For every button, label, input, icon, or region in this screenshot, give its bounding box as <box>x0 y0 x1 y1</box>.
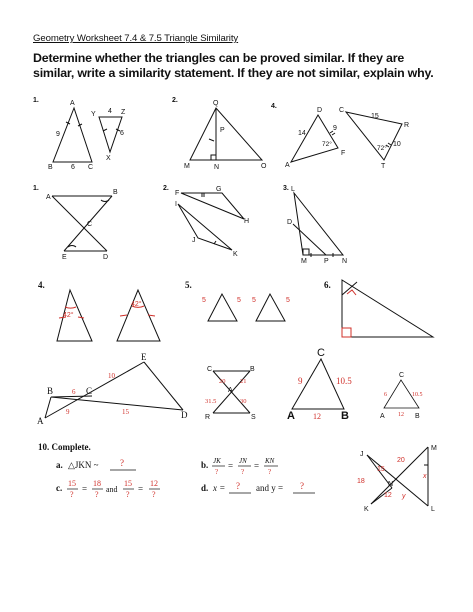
c-f2-den: ? <box>95 490 99 499</box>
label-B3: B <box>113 189 118 196</box>
label-I2: I <box>175 201 177 208</box>
b-f1-num: JK <box>213 457 221 465</box>
problem-10-figure <box>367 447 428 506</box>
problem-4a-number: 4. <box>271 103 277 110</box>
fig-M: M <box>431 445 437 452</box>
side-12: 12 <box>313 412 321 421</box>
label-C2: C <box>339 107 345 114</box>
label-H2: H <box>244 218 250 225</box>
label-M2: M <box>301 258 307 265</box>
label-A5: A <box>228 387 233 394</box>
label-J2: J <box>192 237 196 244</box>
angle-42-right: 42° <box>131 301 142 308</box>
fig-12: 12 <box>384 492 392 499</box>
triangle-lmn <box>294 193 343 255</box>
fig-y: y <box>402 493 406 500</box>
label-T: T <box>381 163 386 170</box>
fig-20: 20 <box>397 457 405 464</box>
label-A: A <box>70 100 75 107</box>
triangle-right-equilateral <box>256 294 285 321</box>
fig-K: K <box>364 506 369 513</box>
side-10-5: 10.5 <box>336 376 352 386</box>
problem-4-number: 4. <box>38 280 45 290</box>
side-10: 10 <box>393 141 401 148</box>
fig-15: 15 <box>377 466 385 473</box>
label-B5: B <box>250 366 255 373</box>
part-a-label: a. <box>56 460 63 470</box>
b-f2-num: JN <box>239 457 247 465</box>
side-21: 21 <box>240 378 247 385</box>
label-M: M <box>184 163 190 170</box>
side-14: 14 <box>298 130 306 137</box>
instructions-line-1: Determine whether the triangles can be proved similar. If they are <box>33 51 405 65</box>
problem-6-figure <box>342 280 433 337</box>
c-f1-num: 15 <box>68 479 76 488</box>
problem-1-figure <box>53 108 122 162</box>
label-L2: L <box>291 186 295 193</box>
label-D4b: D <box>181 410 188 420</box>
label-Z: Z <box>121 109 126 116</box>
side-9d: 9 <box>298 376 303 386</box>
b-f3-den: ? <box>268 468 272 476</box>
fig-x: x <box>423 473 427 480</box>
side-5b: 5 <box>237 297 241 304</box>
side-30: 30 <box>240 398 247 405</box>
side-15: 15 <box>371 113 379 120</box>
d-blank-x: ? <box>236 481 240 491</box>
label-S5: S <box>251 414 256 421</box>
c-f2-num: 18 <box>93 479 101 488</box>
label-small-C: C <box>399 372 405 379</box>
b-f2-den: ? <box>241 468 245 476</box>
part-d-label: d. <box>201 483 209 493</box>
complete-title: 10. Complete. <box>38 442 91 452</box>
side-9c: 9 <box>66 408 70 416</box>
label-A3: A <box>46 194 51 201</box>
label-D: D <box>317 107 323 114</box>
label-P2: P <box>324 258 329 265</box>
angle-72-left: 72° <box>322 141 332 148</box>
label-P: P <box>220 127 225 134</box>
problem-2b-figure <box>178 193 244 250</box>
fig-J: J <box>360 451 364 458</box>
label-R5: R <box>205 414 211 421</box>
label-Q: Q <box>213 100 219 107</box>
b-f1-den: ? <box>215 468 219 476</box>
c-f3-num: 15 <box>124 479 132 488</box>
label-small-A: A <box>380 413 385 420</box>
problem-4a-figure <box>291 112 402 162</box>
label-B6: B <box>341 410 349 422</box>
label-G2: G <box>216 186 222 193</box>
part-a-blank: ? <box>120 458 124 468</box>
triangle-qmo <box>190 108 262 160</box>
svg-text:=: = <box>228 461 234 471</box>
label-K2: K <box>233 251 238 258</box>
label-F2: F <box>175 190 180 197</box>
label-C4: C <box>86 386 93 396</box>
d-and: and y = <box>256 483 284 493</box>
label-B4: B <box>47 386 54 396</box>
label-F: F <box>341 150 346 157</box>
fig-18: 18 <box>357 478 365 485</box>
triangle-daf <box>291 115 338 162</box>
side-6d: 6 <box>384 392 387 398</box>
side-15b: 15 <box>122 408 129 416</box>
label-E3: E <box>62 254 67 261</box>
problem-2-figure <box>190 108 262 160</box>
side-5d: 5 <box>286 297 290 304</box>
side-10b: 10 <box>108 372 115 380</box>
angle-72-right: 72° <box>377 145 387 152</box>
problem-1b-number: 1. <box>33 185 39 192</box>
label-A2: A <box>285 162 290 169</box>
label-N2: N <box>342 258 348 265</box>
side-6c: 6 <box>72 388 76 396</box>
svg-text:=: = <box>138 484 144 494</box>
worksheet-title: Geometry Worksheet 7.4 & 7.5 Triangle Similarity <box>33 33 239 44</box>
label-C3: C <box>87 221 93 228</box>
side-9b: 9 <box>333 125 337 132</box>
instructions-line-2: similar, write a similarity statement. If they are not similar, explain why. <box>33 66 434 80</box>
label-E4: E <box>141 352 147 362</box>
c-f4-num: 12 <box>150 479 158 488</box>
side-9: 9 <box>56 131 60 138</box>
label-small-B: B <box>415 413 420 420</box>
label-C5: C <box>207 366 213 373</box>
fig-N: N <box>388 481 394 488</box>
label-D4: D <box>287 219 293 226</box>
c-and: and <box>106 485 118 494</box>
triangle-left-equilateral <box>208 294 237 321</box>
label-A4: A <box>37 416 44 426</box>
label-Y: Y <box>91 111 96 118</box>
angle-42-left: 42° <box>63 312 74 319</box>
side-5a: 5 <box>202 297 206 304</box>
problem-3b-figure <box>293 193 343 257</box>
side-20: 20 <box>219 378 226 385</box>
label-C: C <box>88 164 94 171</box>
side-12b: 12 <box>398 412 404 418</box>
svg-text:=: = <box>82 484 88 494</box>
label-C6: C <box>317 347 325 359</box>
side-4: 4 <box>108 108 112 115</box>
d-blank-y: ? <box>300 481 304 491</box>
label-O: O <box>261 163 267 170</box>
label-R: R <box>404 122 410 129</box>
c-f3-den: ? <box>126 490 130 499</box>
side-6: 6 <box>71 164 75 171</box>
problem-2b-number: 2. <box>163 185 169 192</box>
side-5c: 5 <box>252 297 256 304</box>
triangle-yzx <box>99 117 122 152</box>
problem-5-figure <box>208 294 285 321</box>
problem-3b-number: 3. <box>283 185 289 192</box>
svg-text:=: = <box>254 461 260 471</box>
label-A6: A <box>287 410 295 422</box>
problem-2-number: 2. <box>172 97 178 104</box>
side-6b: 6 <box>120 130 124 137</box>
side-10-5b: 10.5 <box>412 392 423 398</box>
c-f1-den: ? <box>70 490 74 499</box>
label-B: B <box>48 164 53 171</box>
part-a-text: △JKN ~ <box>68 460 99 470</box>
problem-1-number: 1. <box>33 97 39 104</box>
problem-5-number: 5. <box>185 280 192 290</box>
part-b-label: b. <box>201 460 209 470</box>
side-31-5: 31.5 <box>205 398 217 405</box>
part-c-label: c. <box>56 483 63 493</box>
triangle-right-large <box>342 280 433 337</box>
label-D3: D <box>103 254 109 261</box>
b-f3-num: KN <box>265 457 275 465</box>
problem-9-figure <box>292 359 419 409</box>
label-N: N <box>214 164 220 171</box>
c-f4-den: ? <box>152 490 156 499</box>
d-text-x: x = <box>213 483 226 493</box>
label-X: X <box>106 155 111 162</box>
problem-1b-figure <box>52 196 112 251</box>
fig-L: L <box>431 506 435 513</box>
problem-6-number: 6. <box>324 280 331 290</box>
